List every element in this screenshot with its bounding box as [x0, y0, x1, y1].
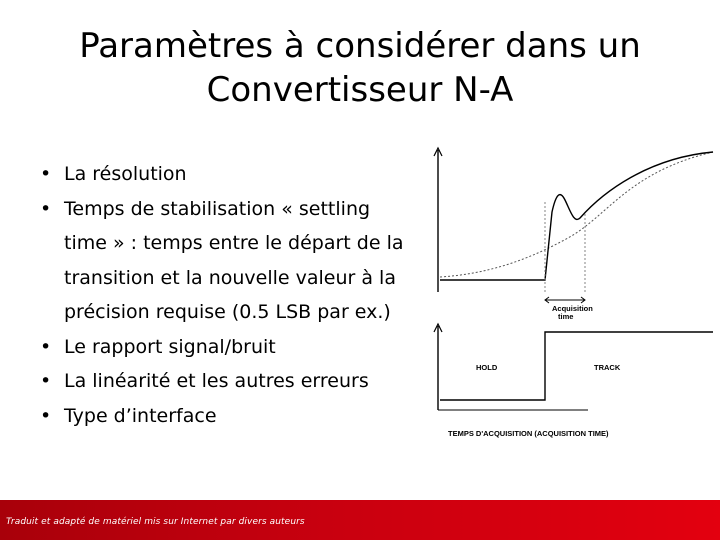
bullet-item-settling-time [40, 192, 420, 330]
footer-credit: Traduit et adapté de matériel mis sur Internet par divers auteurs [6, 517, 305, 527]
title-line-1: Paramètres à considérer dans un [79, 26, 641, 66]
bullet-icon: • [40, 404, 52, 427]
bullet-item-resolution [40, 157, 420, 192]
bullet-icon: • [40, 197, 52, 220]
bullet-text: Le rapport signal/bruit [64, 335, 276, 358]
track-label: TRACK [594, 363, 621, 372]
slide-title [40, 24, 680, 112]
acquisition-label-line1: Acquisition [552, 304, 593, 313]
bullet-text: La résolution [64, 163, 187, 185]
bullet-icon: • [40, 370, 52, 392]
acquisition-label-line2: time [558, 312, 574, 321]
bullet-item-snr [40, 330, 420, 365]
output-signal-curve [440, 152, 713, 280]
bullet-icon: • [40, 335, 52, 358]
bullet-text: Temps de stabilisation « settling [64, 197, 371, 220]
bullet-text-continued: transition et la nouvelle valeur à la [64, 266, 396, 289]
hold-label: HOLD [476, 363, 498, 372]
input-signal-curve [440, 152, 713, 277]
bullet-icon: • [40, 163, 52, 185]
acquisition-time-diagram [428, 142, 718, 442]
bullet-text-continued: time » : temps entre le départ de la [64, 232, 404, 254]
diagram-caption: TEMPS D'ACQUISITION (ACQUISITION TIME) [448, 429, 609, 438]
title-line-2: Convertisseur N-A [206, 70, 514, 110]
bullet-item-linearity [40, 364, 420, 399]
bullet-item-interface [40, 399, 420, 434]
bullet-list [40, 157, 420, 433]
diagram-svg [428, 142, 718, 442]
bullet-text-continued: précision requise (0.5 LSB par ex.) [64, 301, 391, 323]
bullet-text: Type d’interface [64, 404, 217, 427]
bullet-text: La linéarité et les autres erreurs [64, 370, 369, 392]
footer-bar [0, 500, 720, 540]
